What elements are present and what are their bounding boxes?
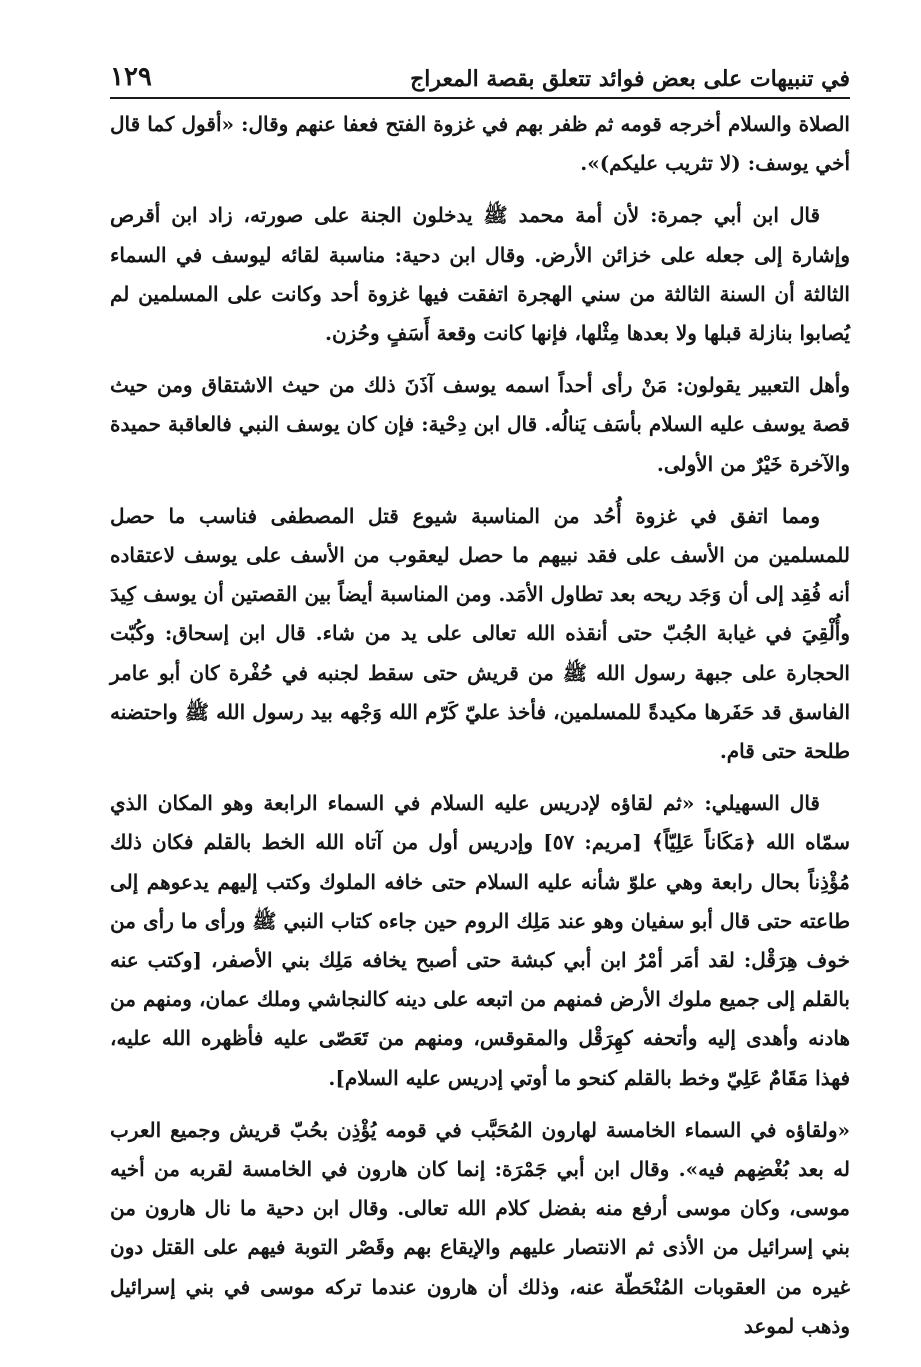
running-title: في تنبيهات على بعض فوائد تتعلق بقصة المعراج — [410, 66, 850, 92]
paragraph-5: قال السهيلي: «ثم لقاؤه لإدريس عليه السلام في السماء الرابعة وهو المكان الذي سمّاه الله ﴿مَكَاناً عَلِيّاً﴾ [مريم: ٥٧] وإدريس أول من آتاه الله الخط بالقلم فكان ذلك مُؤْذِناً بحال رابعة وهي علوّ شأنه عليه السلام حتى خافه الملوك وكتب إليهم يدعوهم إلى طاعته حتى قال أبو سفيان وهو عند مَلِك الروم حين جاءه كتاب النبي ﷺ ورأى ما رأى من خوف هِرَقْل: لقد أمَر أمْرُ ابن أبي كبشة حتى أصبح يخافه مَلِك بني الأصفر، [وكتب عنه بالقلم إلى جميع ملوك الأرض فمنهم من اتبعه على دينه كالنجاشي وملك عمان، ومنهم من هادنه وأهدى إليه وأتحفه كهِرَقْل والمقوقس، ومنهم من تَعَصّى عليه فأظهره الله عليه، فهذا مَقَامٌ عَلِيّ وخط بالقلم كنحو ما أوتي إدريس عليه السلام]. — [110, 791, 850, 1090]
page-body — [110, 105, 850, 1359]
paragraph-4: ومما اتفق في غزوة أُحُد من المناسبة شيوع قتل المصطفى فناسب ما حصل للمسلمين من الأسف على فقد نبيهم ما حصل ليعقوب من الأسف على يوسف لاعتقاده أنه فُقِد إلى أن وَجَد ريحه بعد تطاول الأمَد. ومن المناسبة أيضاً بين القصتين أن يوسف كِيدَ وأُلْقِيَ في غيابة الجُبّ حتى أنقذه الله تعالى على يد من شاء. قال ابن إسحاق: وكُبّت الحجارة على جبهة رسول الله ﷺ من قريش حتى سقط لجنبه في حُفْرة كان أبو عامر الفاسق قد حَفَرها مكيدةً للمسلمين، فأخذ عليّ كَرّم الله وَجْهه بيد رسول الله ﷺ واحتضنه طلحة حتى قام. — [110, 503, 850, 764]
page-number: ١٢٩ — [110, 62, 152, 92]
paragraph-2: قال ابن أبي جمرة: لأن أمة محمد ﷺ يدخلون الجنة على صورته، زاد ابن أقرص وإشارة إلى جعله على خزائن الأرض. وقال ابن دحية: مناسبة لقائه ليوسف في السماء الثالثة أن السنة الثالثة من سني الهجرة اتفقت فيها غزوة أحد وكانت على المسلمين لم يُصابوا بنازلة قبلها ولا بعدها مِثْلها، فإنها كانت وقعة أَسَفٍ وحُزن. — [110, 203, 850, 346]
paragraph-6: «ولقاؤه في السماء الخامسة لهارون المُحَبَّب في قومه يُؤْذِن بحُبّ قريش وجميع العرب له بعد بُغْضِهم فيه». وقال ابن أبي جَمْرَة: إنما كان هارون في الخامسة لقربه من أخيه موسى، وكان موسى أرفع منه بفضل كلام الله تعالى. وقال ابن دحية ما نال هارون من بني إسرائيل من الأذى ثم الانتصار عليهم والإيقاع بهم وقَصْر التوبة فيهم على القتل دون غيره من العقوبات المُنْحَطّة عنه، وذلك أن هارون عندما تركه موسى في بني إسرائيل وذهب لموعد — [110, 1117, 850, 1338]
running-header — [110, 52, 850, 92]
paragraph-1: الصلاة والسلام أخرجه قومه ثم ظفر بهم في غزوة الفتح فعفا عنهم وقال: «أقول كما قال أخي يوسف: (لا تثريب عليكم)». — [110, 112, 850, 176]
header-rule — [110, 97, 850, 99]
paragraph-3: وأهل التعبير يقولون: مَنْ رأى أحداً اسمه يوسف آذَنَ ذلك من حيث الاشتقاق ومن حيث قصة يوسف عليه السلام بأسَف يَنالُه. قال ابن دِحْية: فإن كان يوسف النبي فالعاقبة حميدة والآخرة خَيْرٌ من الأولى. — [110, 373, 850, 476]
